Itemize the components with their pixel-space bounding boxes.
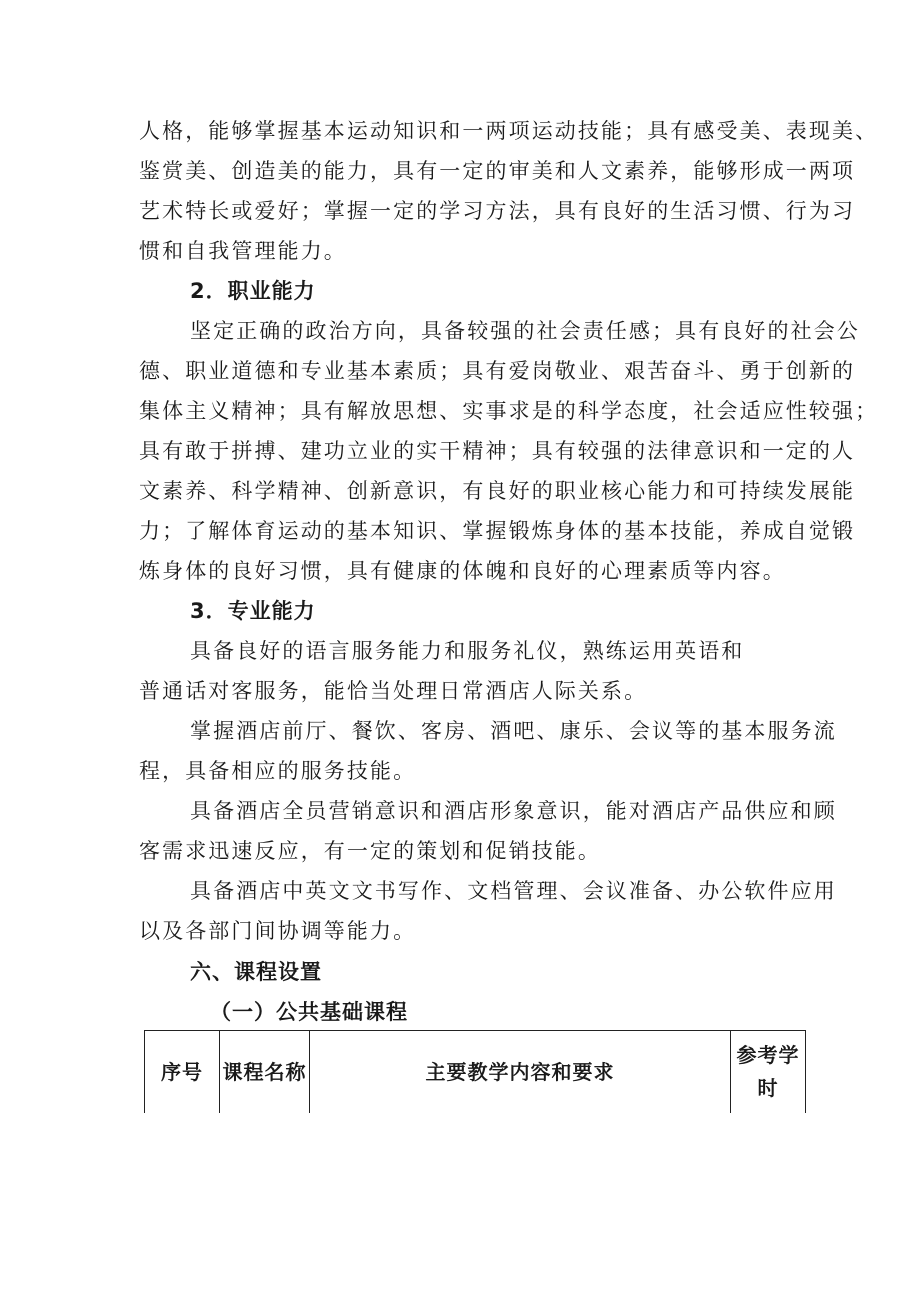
paragraph-line: 掌握酒店前厅、餐饮、客房、酒吧、康乐、会议等的基本服务流 [190, 719, 837, 743]
paragraph-line: 坚定正确的政治方向，具备较强的社会责任感；具有良好的社会公 [190, 319, 860, 343]
paragraph-line: 以及各部门间协调等能力。 [139, 919, 417, 943]
paragraph-line: 炼身体的良好习惯，具有健康的体魄和良好的心理素质等内容。 [139, 559, 786, 583]
col-header-course-name: 课程名称 [220, 1031, 310, 1114]
table-header-row [145, 1031, 806, 1114]
paragraph-line: 文素养、科学精神、创新意识，有良好的职业核心能力和可持续发展能 [139, 479, 856, 503]
subsection-heading: （一）公共基础课程 [210, 1000, 408, 1024]
section-heading: 2．职业能力 [190, 279, 316, 303]
paragraph-line: 客需求迅速反应，有一定的策划和促销技能。 [139, 839, 601, 863]
paragraph-line: 具备酒店全员营销意识和酒店形象意识，能对酒店产品供应和顾 [190, 799, 837, 823]
section-heading: 3．专业能力 [190, 599, 316, 623]
paragraph-line: 具备良好的语言服务能力和服务礼仪，熟练运用英语和 [190, 639, 745, 663]
chapter-heading: 六、课程设置 [190, 960, 322, 984]
paragraph-line: 具有敢于拼搏、建功立业的实干精神；具有较强的法律意识和一定的人 [139, 439, 856, 463]
paragraph-line: 惯和自我管理能力。 [139, 239, 347, 263]
course-table [144, 1030, 806, 1113]
paragraph-line: 德、职业道德和专业基本素质；具有爱岗敬业、艰苦奋斗、勇于创新的 [139, 359, 856, 383]
col-header-content: 主要教学内容和要求 [310, 1031, 731, 1114]
paragraph-line: 艺术特长或爱好；掌握一定的学习方法，具有良好的生活习惯、行为习 [139, 199, 856, 223]
col-header-hours: 参考学时 [731, 1031, 806, 1114]
paragraph-line: 人格，能够掌握基本运动知识和一两项运动技能；具有感受美、表现美、 [139, 119, 879, 143]
paragraph-line: 力；了解体育运动的基本知识、掌握锻炼身体的基本技能，养成自觉锻 [139, 519, 856, 543]
paragraph-line: 集体主义精神；具有解放思想、实事求是的科学态度，社会适应性较强； [139, 399, 879, 423]
paragraph-line: 具备酒店中英文文书写作、文档管理、会议准备、办公软件应用 [190, 879, 837, 903]
paragraph-line: 鉴赏美、创造美的能力，具有一定的审美和人文素养，能够形成一两项 [139, 159, 856, 183]
paragraph-line: 程，具备相应的服务技能。 [139, 759, 417, 783]
col-header-index: 序号 [145, 1031, 220, 1114]
paragraph-line: 普通话对客服务，能恰当处理日常酒店人际关系。 [139, 679, 648, 703]
